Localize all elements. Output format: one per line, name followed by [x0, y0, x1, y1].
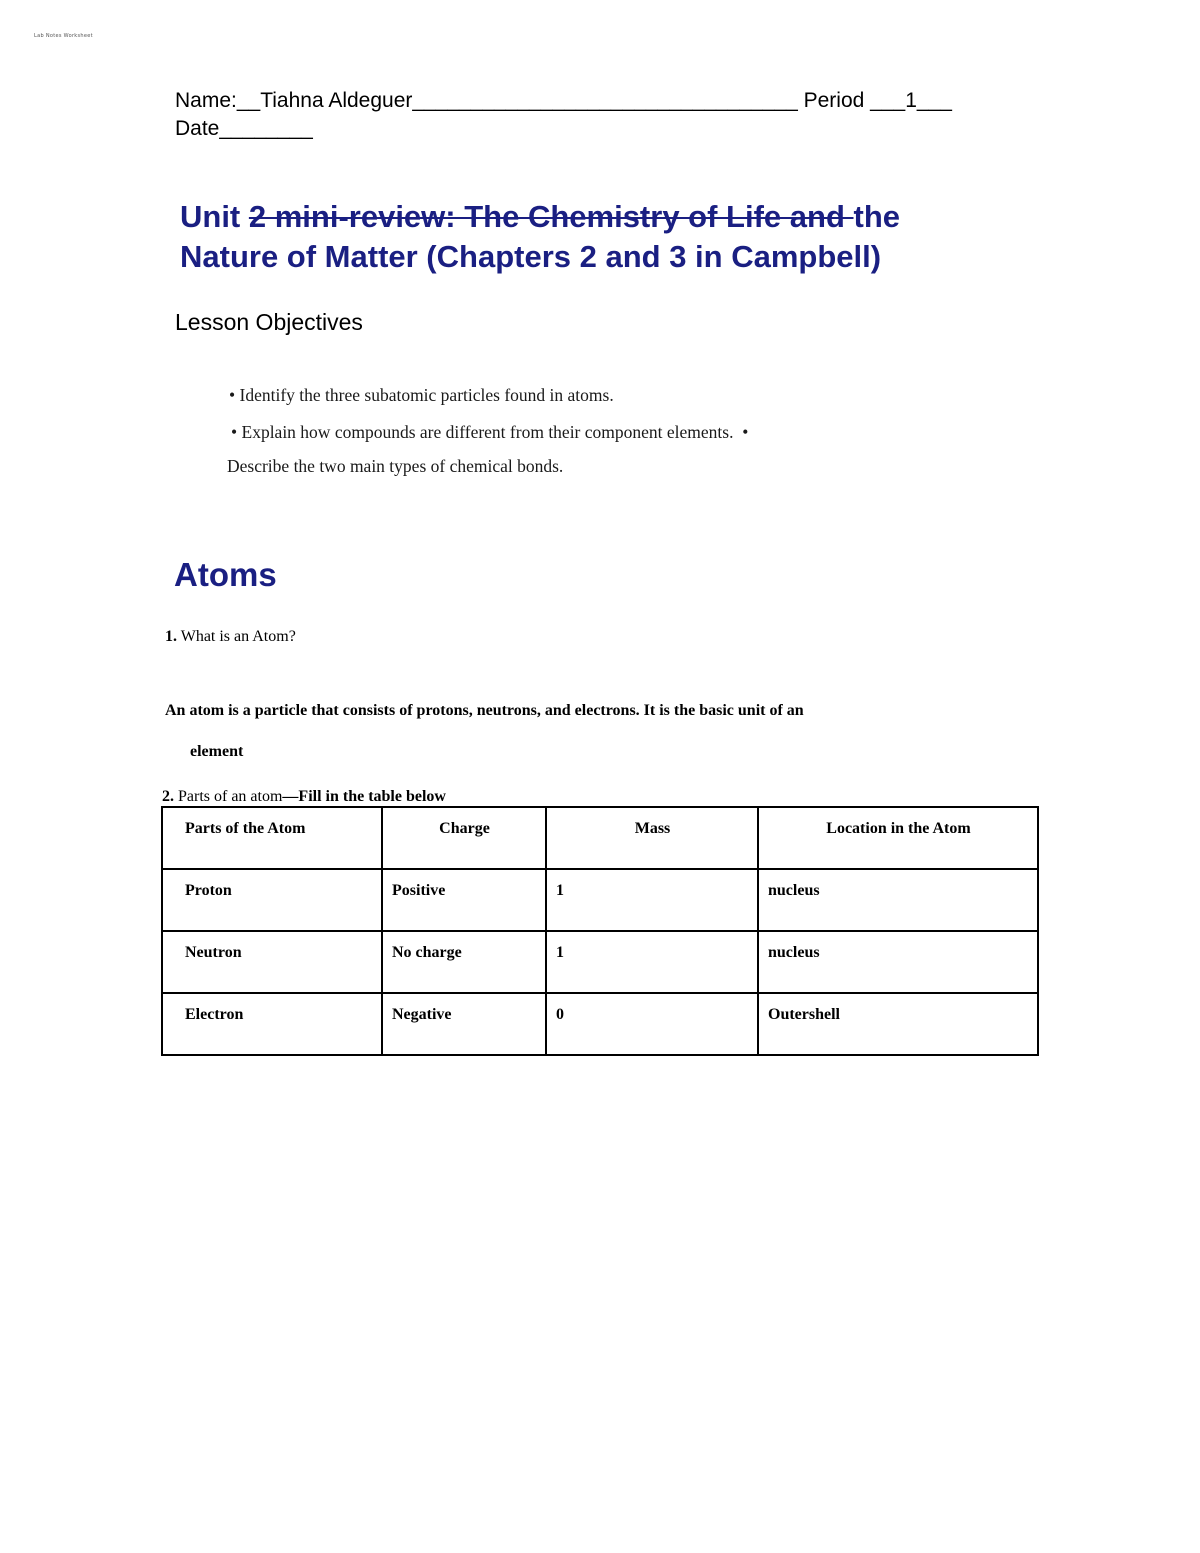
name-period-line: Name:__Tiahna Aldeguer_________________________________ Period ___1___: [175, 89, 952, 112]
answer-1-line-2: element: [190, 743, 244, 760]
corner-watermark: Lab Notes Worksheet: [34, 33, 93, 39]
table-cell: 1: [546, 931, 758, 993]
page-title: [180, 197, 1060, 277]
table-header-cell: Parts of the Atom: [162, 807, 382, 869]
table-cell: Proton: [162, 869, 382, 931]
date-line: Date________: [175, 117, 313, 140]
table-cell: Outershell: [758, 993, 1038, 1055]
table-row: [162, 993, 1038, 1055]
table-cell: 1: [546, 869, 758, 931]
table-cell: No charge: [382, 931, 546, 993]
table-header-cell: Location in the Atom: [758, 807, 1038, 869]
title-struck-text: 2 mini-review: The Chemistry of Life and: [248, 199, 854, 234]
table-header-cell: Charge: [382, 807, 546, 869]
table-cell: Neutron: [162, 931, 382, 993]
table-cell: Electron: [162, 993, 382, 1055]
table-cell: nucleus: [758, 869, 1038, 931]
table-header-cell: Mass: [546, 807, 758, 869]
objective-item-3: Describe the two main types of chemical bonds.: [227, 456, 564, 476]
question-2-number: 2.: [162, 788, 174, 805]
question-2-instruction: —Fill in the table below: [282, 788, 446, 805]
question-1-text: What is an Atom?: [177, 628, 296, 645]
table-cell: nucleus: [758, 931, 1038, 993]
title-line2: Nature of Matter (Chapters 2 and 3 in Campbell): [180, 239, 882, 274]
table-row: [162, 869, 1038, 931]
title-the: the: [853, 199, 900, 234]
objectives-heading: Lesson Objectives: [175, 309, 363, 335]
table-cell: Negative: [382, 993, 546, 1055]
question-2: [162, 788, 446, 806]
table-cell: Positive: [382, 869, 546, 931]
question-1: [165, 628, 296, 646]
table-row: [162, 931, 1038, 993]
objective-item-1: • Identify the three subatomic particles found in atoms.: [229, 385, 614, 405]
objective-item-2: • Explain how compounds are different from their component elements. •: [231, 422, 749, 442]
answer-1-line-1: An atom is a particle that consists of protons, neutrons, and electrons. It is the basic unit of an: [165, 702, 804, 719]
question-1-number: 1.: [165, 628, 177, 645]
table-cell: 0: [546, 993, 758, 1055]
table-header-row: [162, 807, 1038, 869]
atom-parts-table: [161, 806, 1039, 1056]
atoms-heading: Atoms: [174, 556, 277, 593]
title-unit: Unit: [180, 199, 249, 234]
question-2-text: Parts of an atom: [174, 788, 283, 805]
